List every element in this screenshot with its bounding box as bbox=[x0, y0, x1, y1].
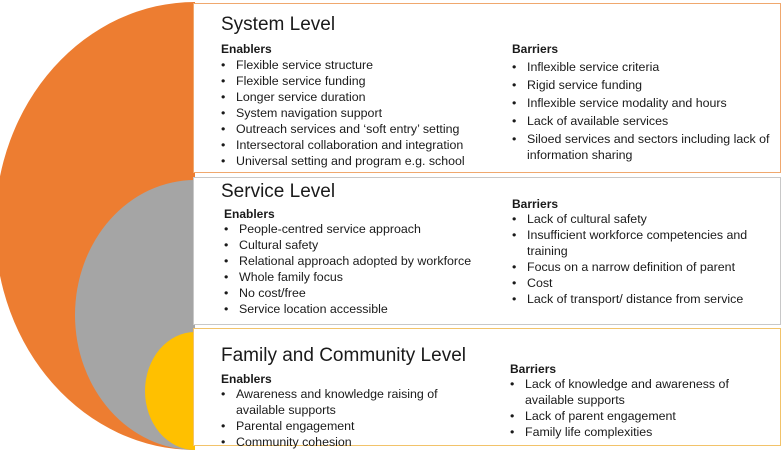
service-barriers-heading: Barriers bbox=[512, 197, 559, 211]
list-item: • Parental engagement bbox=[219, 418, 459, 434]
system-level-title: System Level bbox=[221, 14, 336, 35]
list-item: • Flexible service structure bbox=[219, 57, 465, 73]
list-item: • Siloed services and sectors including lack of information sharing bbox=[510, 131, 775, 163]
system-barriers-list bbox=[510, 59, 775, 163]
family-barriers-list bbox=[508, 376, 743, 440]
list-item: • Inflexible service modality and hours bbox=[510, 95, 775, 111]
list-item: • Awareness and knowledge raising of available supports bbox=[219, 386, 459, 418]
family-enablers-heading: Enablers bbox=[221, 372, 272, 386]
service-level-title: Service Level bbox=[221, 181, 336, 202]
list-item: • Inflexible service criteria bbox=[510, 59, 775, 75]
list-item: • Relational approach adopted by workforce bbox=[222, 253, 471, 269]
service-enablers-list bbox=[222, 221, 471, 317]
system-level-panel bbox=[193, 3, 781, 173]
list-item: • Cultural safety bbox=[222, 237, 471, 253]
list-item: • No cost/free bbox=[222, 285, 471, 301]
list-item: • People-centred service approach bbox=[222, 221, 471, 237]
list-item: • Focus on a narrow definition of parent bbox=[510, 259, 775, 275]
list-item: • Outreach services and ‘soft entry’ setting bbox=[219, 121, 465, 137]
service-level-panel bbox=[193, 177, 781, 325]
list-item: • Lack of cultural safety bbox=[510, 211, 775, 227]
list-item: • Rigid service funding bbox=[510, 77, 775, 93]
list-item: • Community cohesion bbox=[219, 434, 459, 450]
list-item: • Flexible service funding bbox=[219, 73, 465, 89]
service-enablers-heading: Enablers bbox=[224, 207, 275, 221]
list-item: • Universal setting and program e.g. school bbox=[219, 153, 465, 169]
list-item: • Family life complexities bbox=[508, 424, 743, 440]
family-community-level-panel bbox=[193, 328, 781, 449]
list-item: • Longer service duration bbox=[219, 89, 465, 105]
list-item: • Cost bbox=[510, 275, 775, 291]
list-item: • Whole family focus bbox=[222, 269, 471, 285]
family-barriers-heading: Barriers bbox=[510, 362, 557, 376]
system-enablers-list bbox=[219, 57, 465, 169]
service-barriers-list bbox=[510, 211, 775, 307]
family-enablers-list bbox=[219, 386, 459, 450]
system-barriers-heading: Barriers bbox=[512, 42, 559, 56]
system-enablers-heading: Enablers bbox=[221, 42, 272, 56]
list-item: • Lack of transport/ distance from service bbox=[510, 291, 775, 307]
list-item: • Lack of parent engagement bbox=[508, 408, 743, 424]
list-item: • Intersectoral collaboration and integration bbox=[219, 137, 465, 153]
list-item: • System navigation support bbox=[219, 105, 465, 121]
list-item: • Lack of knowledge and awareness of available supports bbox=[508, 376, 743, 408]
list-item: • Lack of available services bbox=[510, 113, 775, 129]
family-community-level-title: Family and Community Level bbox=[221, 345, 466, 366]
list-item: • Insufficient workforce competencies and training bbox=[510, 227, 775, 259]
list-item: • Service location accessible bbox=[222, 301, 471, 317]
